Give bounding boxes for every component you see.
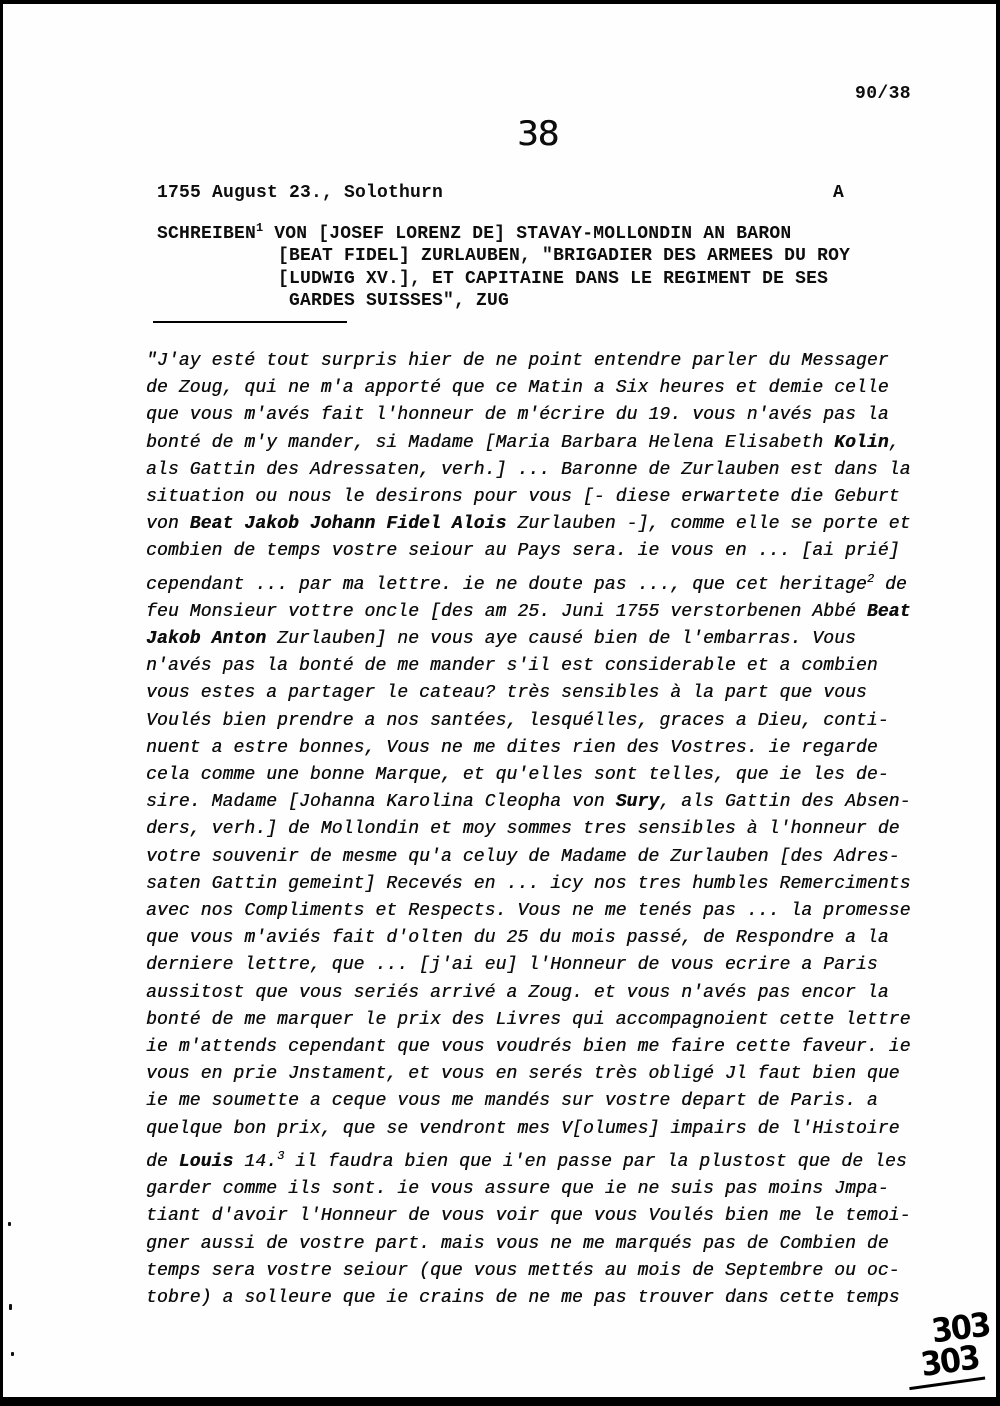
text-segment: de — [146, 1151, 179, 1172]
scan-edge-top — [0, 0, 1000, 4]
text-line — [146, 1176, 956, 1203]
text-segment: aussitost que vous seriés arrivé a Zoug. et vous n'avés pas encor la — [146, 982, 889, 1003]
text-segment: Jakob Anton — [146, 629, 267, 650]
text-line — [146, 1061, 956, 1088]
text-segment: vous en prie Jnstament, et vous en serés très obligé Jl faut bien que — [146, 1064, 900, 1085]
text-segment: [BEAT FIDEL] ZURLAUBEN, "BRIGADIER DES ARMEES DU ROY — [157, 246, 851, 267]
handwritten-folio-bottom: 303 — [904, 1337, 986, 1390]
text-segment: temps sera vostre seiour (que vous mettés au mois de Septembre ou oc- — [146, 1260, 900, 1281]
text-segment: 1 — [256, 221, 264, 235]
dateline: 1755 August 23., Solothurn — [157, 183, 444, 203]
text-line — [146, 980, 956, 1007]
text-line — [146, 871, 956, 898]
folio-number: 90/38 — [855, 84, 912, 104]
text-line — [146, 430, 956, 457]
text-segment: vous estes a partager le cateau? très sensibles à la part que vous — [146, 683, 867, 704]
text-segment: ie me soumette a ceque vous me mandés sur vostre depart de Paris. a — [146, 1091, 878, 1112]
text-segment: Zurlauben] ne vous aye causé bien de l'embarras. Vous — [266, 629, 856, 650]
text-line — [157, 245, 850, 267]
text-line — [157, 217, 850, 245]
text-segment: sire. Madame [Johanna Karolina Cleopha von — [146, 792, 616, 813]
text-segment: von — [146, 514, 190, 535]
text-line — [146, 898, 956, 925]
text-segment: Louis — [178, 1151, 234, 1172]
text-line — [157, 268, 850, 290]
text-segment: bonté de m'y mander, si Madame [Maria Barbara Helena Elisabeth — [146, 432, 835, 453]
text-segment: il faudra bien que i'en passe par la plustost que de les — [284, 1151, 907, 1172]
text-line — [146, 816, 956, 843]
text-segment: ders, verh.] de Mollondin et moy sommes tres sensibles à l'honneur de — [146, 819, 900, 840]
text-line — [146, 1143, 956, 1176]
text-line — [146, 653, 956, 680]
text-segment: cependant ... par ma lettre. ie ne doute pas ..., que cet heritage — [146, 574, 867, 595]
text-segment: tiant d'avoir l'Honneur de vous voir que vous Voulés bien me le temoi- — [146, 1206, 911, 1227]
text-line — [146, 484, 956, 511]
text-line — [146, 1285, 956, 1312]
text-segment: saten Gattin gemeint] Recevés en ... icy nos tres humbles Remerciments — [146, 873, 911, 894]
text-line — [146, 566, 956, 599]
text-segment: que vous m'aviés fait d'olten du 25 du mois passé, de Respondre a la — [146, 928, 889, 949]
text-segment: 2 — [866, 571, 875, 586]
text-segment: "J'ay esté tout surpris hier de ne point entendre parler du Messager — [146, 351, 889, 371]
text-segment: de Zoug, qui ne m'a apporté que ce Matin a Six heures et demie celle — [146, 378, 889, 399]
text-line — [146, 538, 956, 565]
text-segment: bonté de me marquer le prix des Livres qui accompagnoient cette lettre — [146, 1009, 911, 1030]
text-line — [146, 789, 956, 816]
text-line — [146, 762, 956, 789]
text-segment: Voulés bien prendre a nos santées, lesquélles, graces a Dieu, conti- — [146, 710, 889, 731]
text-line — [146, 402, 956, 429]
text-line — [146, 626, 956, 653]
text-line — [146, 1231, 956, 1258]
text-line — [146, 375, 956, 402]
text-segment: SCHREIBEN — [157, 224, 257, 244]
text-line — [146, 1203, 956, 1230]
text-segment: , als Gattin des Absen- — [659, 792, 911, 813]
text-line — [146, 1088, 956, 1115]
text-line — [146, 1007, 956, 1034]
text-line — [146, 599, 956, 626]
scan-speck — [11, 1352, 14, 1356]
text-segment: Beat — [866, 601, 911, 622]
text-segment: Kolin — [834, 432, 889, 453]
text-segment: Zurlauben -], comme elle se porte et — [506, 514, 911, 535]
text-segment: 3 — [277, 1148, 285, 1163]
text-segment: quelque bon prix, que se vendront mes V[olumes] impairs de l'Histoire — [146, 1118, 900, 1139]
letter-code: A — [833, 183, 844, 203]
scan-edge-right — [996, 0, 1000, 1406]
text-line — [146, 511, 956, 538]
text-segment: als Gattin des Adressaten, verh.] ... Baronne de Zurlauben est dans la — [146, 459, 911, 480]
text-segment: GARDES SUISSES", ZUG — [157, 291, 510, 312]
text-segment: nuent a estre bonnes, Vous ne me dites rien des Vostres. ie regarde — [146, 737, 878, 758]
letter-heading — [157, 217, 850, 313]
scan-speck — [8, 1222, 11, 1226]
text-segment: que vous m'avés fait l'honneur de m'écrire du 19. vous n'avés pas la — [146, 405, 889, 426]
text-segment: [LUDWIG XV.], ET CAPITAINE DANS LE REGIMENT DE SES — [157, 268, 829, 289]
letter-body — [146, 348, 956, 1312]
text-line — [146, 925, 956, 952]
handwritten-folio-top: 303 — [929, 1304, 992, 1351]
text-line — [146, 1258, 956, 1285]
text-segment: Sury — [615, 792, 660, 813]
scan-edge-left — [0, 0, 3, 1406]
text-segment: votre souvenir de mesme qu'a celuy de Madame de Zurlauben [des Adres- — [146, 846, 900, 867]
text-segment: de — [874, 574, 907, 595]
text-line — [146, 708, 956, 735]
text-segment: VON [JOSEF LORENZ DE] STAVAY-MOLLONDIN AN BARON — [263, 224, 792, 244]
text-line — [146, 844, 956, 871]
text-line — [146, 952, 956, 979]
text-line — [157, 290, 850, 312]
text-segment: combien de temps vostre seiour au Pays sera. ie vous en ... [ai prié] — [146, 541, 900, 562]
text-segment: 14. — [233, 1151, 278, 1172]
text-segment: derniere lettre, que ... [j'ai eu] l'Honneur de vous ecrire a Paris — [146, 955, 878, 976]
text-line — [146, 457, 956, 484]
text-segment: situation ou nous le desirons pour vous [- diese erwartete die Geburt — [146, 487, 900, 508]
text-line — [146, 1034, 956, 1061]
text-segment: , — [888, 432, 900, 453]
text-segment: cela comme une bonne Marque, et qu'elles sont telles, que ie les de- — [146, 765, 889, 786]
text-line — [146, 1116, 956, 1143]
text-segment: tobre) a solleure que ie crains de ne me pas trouver dans cette temps — [146, 1287, 900, 1308]
text-line — [146, 348, 956, 375]
text-segment: gner aussi de vostre part. mais vous ne me marqués pas de Combien de — [146, 1233, 889, 1254]
scan-edge-bottom — [0, 1397, 1000, 1406]
heading-rule — [153, 321, 347, 323]
text-segment: ie m'attends cependant que vous voudrés bien me faire cette faveur. ie — [146, 1037, 911, 1058]
text-segment: avec nos Compliments et Respects. Vous ne me tenés pas ... la promesse — [146, 901, 911, 922]
text-segment: garder comme ils sont. ie vous assure que ie ne suis pas moins Jmpa- — [146, 1179, 889, 1200]
text-segment: Beat Jakob Johann Fidel Alois — [189, 514, 507, 535]
scan-speck — [9, 1304, 12, 1310]
text-segment: n'avés pas la bonté de me mander s'il est considerable et a combien — [146, 656, 878, 677]
text-line — [146, 735, 956, 762]
text-segment: feu Monsieur vottre oncle [des am 25. Juni 1755 verstorbenen Abbé — [146, 601, 867, 622]
text-line — [146, 680, 956, 707]
page-number: 38 — [517, 114, 559, 154]
